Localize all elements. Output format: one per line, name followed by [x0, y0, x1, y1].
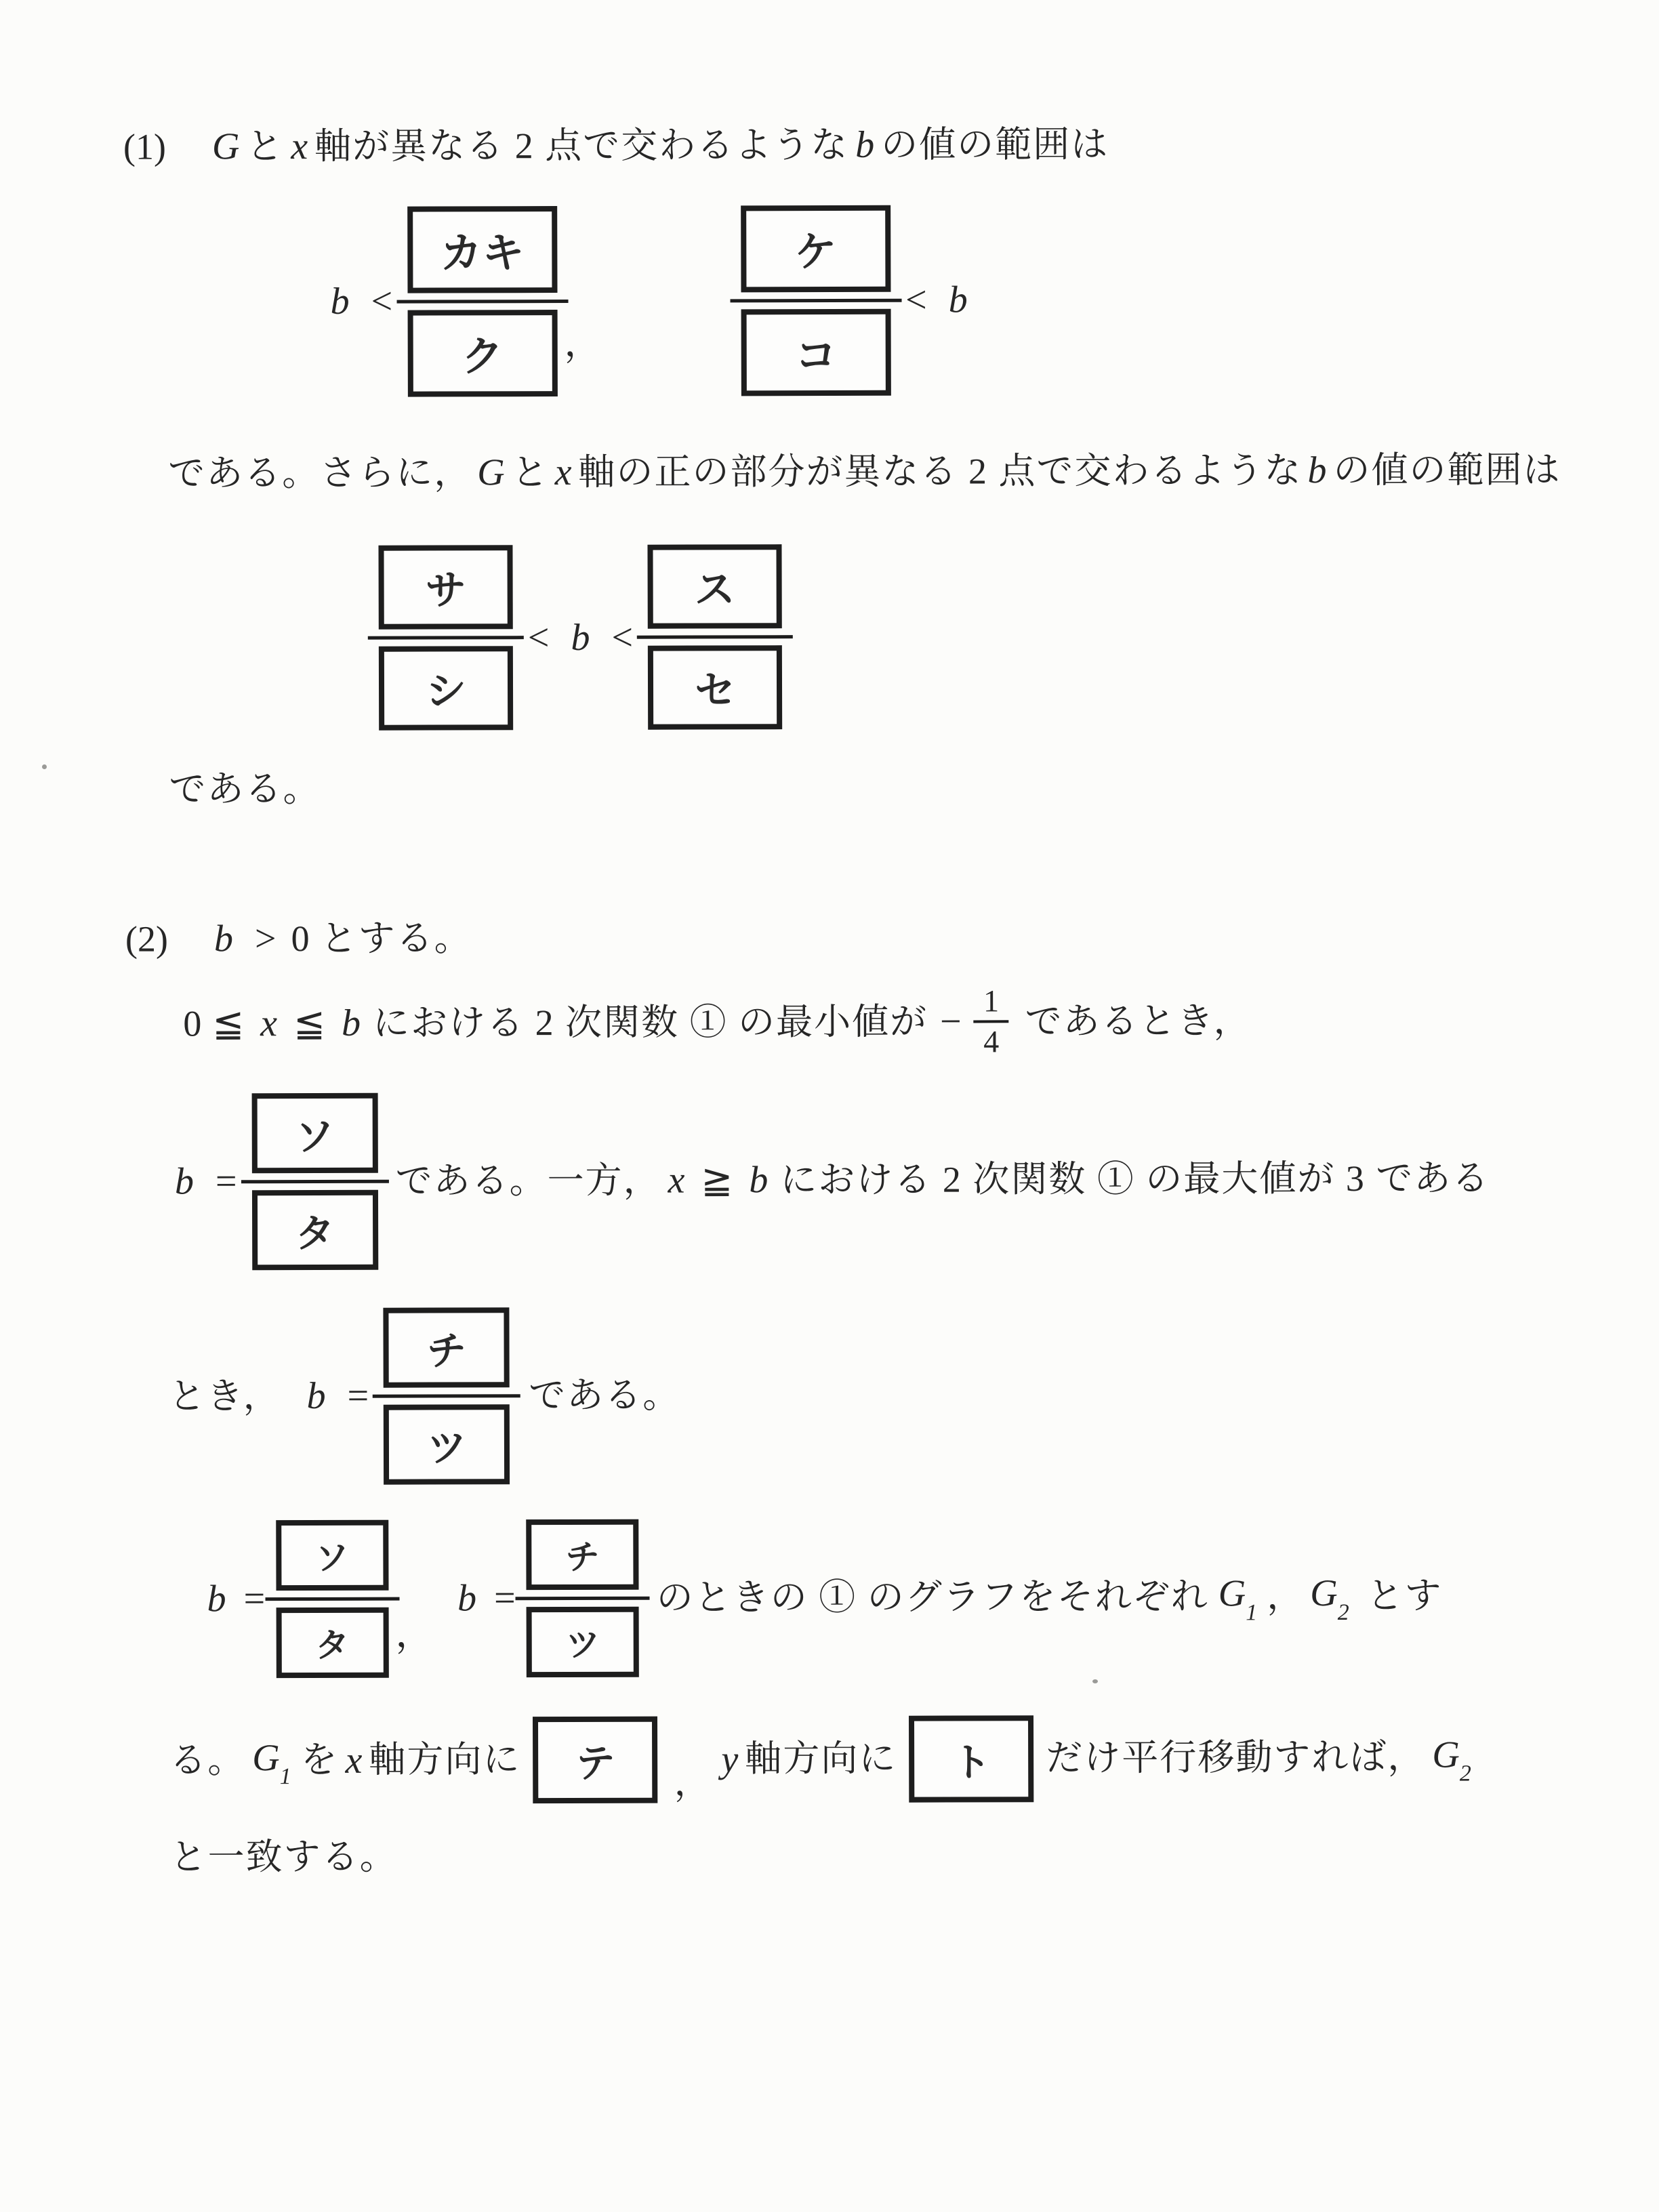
math-var-b: b	[330, 281, 350, 323]
math-var-G: G	[252, 1737, 280, 1780]
text-run: であるとき，	[1025, 1000, 1252, 1042]
answer-box-label: サ	[425, 567, 466, 615]
math-var-G: G	[211, 125, 240, 168]
math-var-x: x	[291, 125, 308, 168]
subscript-2: 2	[1459, 1761, 1471, 1786]
text-run: である。一方，	[395, 1160, 661, 1202]
operator-eq: =	[243, 1578, 266, 1620]
subscript-1: 1	[1246, 1599, 1258, 1626]
math-var-b: b	[306, 1374, 326, 1418]
fraction-bar	[373, 1394, 520, 1398]
answer-box-ku	[407, 310, 557, 397]
inequality-row-2	[378, 542, 1577, 731]
math-var-G2	[1432, 1733, 1474, 1786]
text-run: と	[246, 126, 285, 167]
answer-box-ko	[741, 309, 890, 396]
fraction-ke-ko	[741, 205, 891, 396]
part2-closing	[169, 1829, 1580, 1882]
scan-speck	[42, 764, 47, 769]
math-var-x: x	[668, 1159, 685, 1202]
text-run: 軸が異なる 2 点で交わるような	[314, 124, 849, 167]
fraction-denominator: 4	[983, 1024, 1000, 1059]
math-var-G: G	[1218, 1572, 1246, 1615]
math-var-b: b	[948, 279, 968, 321]
fraction-one-fourth	[973, 985, 1008, 1059]
operator-lt: <	[527, 616, 550, 659]
fraction-numerator: 1	[983, 983, 1000, 1019]
answer-box-label: タ	[315, 1625, 350, 1665]
answer-box-label: チ	[426, 1327, 467, 1374]
text-run: とする。	[320, 918, 472, 960]
number: 0	[291, 918, 311, 960]
math-var-G1	[1218, 1572, 1261, 1626]
answer-box-label: ツ	[427, 1424, 467, 1471]
subscript-1: 1	[279, 1764, 291, 1790]
fraction-bar	[368, 636, 524, 640]
answer-box-label: ク	[461, 331, 504, 382]
part2-heading	[125, 911, 1578, 964]
answer-box-se	[648, 645, 782, 730]
math-var-b: b	[571, 616, 590, 659]
answer-box-label: ツ	[565, 1624, 600, 1664]
comma: ，	[395, 1613, 434, 1656]
math-var-G1	[252, 1736, 294, 1790]
answer-box-label: コ	[794, 331, 837, 381]
answer-box-te	[533, 1716, 657, 1803]
math-var-b: b	[457, 1577, 477, 1620]
answer-box-so	[251, 1092, 377, 1172]
subscript-2: 2	[1337, 1599, 1349, 1625]
text-run: 軸の正の部分が異なる 2 点で交わるような	[578, 450, 1303, 493]
math-var-y: y	[721, 1738, 739, 1780]
operator-eq: =	[347, 1374, 369, 1417]
answer-box-label: ス	[694, 566, 735, 614]
answer-box-kaki	[407, 206, 557, 293]
answer-box-label: テ	[575, 1740, 615, 1786]
fraction-sa-shi	[378, 545, 513, 731]
answer-box-label: ソ	[295, 1113, 335, 1160]
part2-label: (2)	[125, 919, 169, 960]
math-var-G: G	[1310, 1572, 1338, 1615]
answer-box-su	[648, 544, 782, 629]
math-var-b: b	[207, 1578, 226, 1620]
text-run: とす	[1366, 1575, 1443, 1616]
operator-eq: =	[215, 1160, 237, 1203]
operator-ge: ≧	[701, 1159, 733, 1202]
answer-box-label: ト	[951, 1738, 991, 1786]
part2-line-graphs	[200, 1517, 1580, 1678]
answer-box-chi	[526, 1519, 638, 1589]
answer-box-label: カキ	[440, 228, 525, 278]
answer-box-ta	[252, 1189, 378, 1269]
number: 0	[183, 1003, 203, 1044]
operator-eq: =	[494, 1577, 516, 1620]
text-run: の値の範囲は	[1333, 449, 1561, 491]
operator-lt: <	[371, 281, 393, 323]
operator-le: ≦	[212, 1002, 245, 1046]
math-var-b: b	[855, 124, 875, 167]
fraction-bar	[396, 300, 568, 304]
fraction-bar	[974, 1021, 1009, 1023]
text-run: と一致する。	[169, 1836, 398, 1878]
answer-box-tsu	[527, 1606, 639, 1677]
comma: ，	[1267, 1575, 1305, 1616]
text-run: る。	[169, 1740, 246, 1781]
fraction-bar	[241, 1179, 389, 1183]
part1-heading	[123, 119, 1576, 172]
answer-box-label: ケ	[794, 227, 837, 277]
fraction-so-ta-small	[276, 1519, 389, 1677]
operator-lt: <	[611, 616, 634, 659]
math-var-G: G	[477, 451, 506, 494]
answer-box-ke	[741, 205, 890, 293]
answer-box-label: セ	[695, 667, 736, 715]
answer-box-label: タ	[295, 1210, 335, 1256]
part2-line-so-ta	[168, 1090, 1579, 1270]
text-run: とき，	[168, 1375, 281, 1417]
math-var-G2	[1310, 1572, 1352, 1625]
math-var-b: b	[749, 1159, 769, 1202]
fraction-su-se	[648, 544, 783, 730]
answer-box-label: ソ	[314, 1538, 350, 1578]
part1-closing	[169, 761, 1577, 814]
fraction-so-ta	[251, 1092, 378, 1269]
answer-box-ta	[276, 1607, 388, 1677]
operator-minus: −	[939, 1000, 962, 1043]
math-var-x: x	[260, 1002, 278, 1045]
fraction-chi-tsu-small	[526, 1519, 639, 1677]
text-run: 軸方向に	[369, 1739, 521, 1780]
spacer	[602, 301, 741, 302]
text-run: における 2 次関数 ① の最小値が	[372, 1001, 928, 1044]
math-var-x: x	[345, 1739, 363, 1782]
text-run: のときの ① のグラフをそれぞれ	[656, 1576, 1209, 1618]
operator-lt: <	[905, 279, 927, 322]
part2-line-translate	[169, 1714, 1580, 1804]
text-run: と	[511, 451, 550, 493]
answer-box-chi	[384, 1307, 510, 1387]
math-var-b: b	[174, 1160, 194, 1203]
answer-box-sa	[378, 545, 512, 630]
answer-box-tsu	[384, 1404, 510, 1484]
scan-speck	[1092, 1679, 1098, 1683]
operator-le: ≦	[293, 1002, 326, 1045]
math-var-b: b	[341, 1002, 361, 1045]
text-run: を	[300, 1739, 339, 1781]
comma: ，	[564, 323, 602, 365]
text-run: だけ平行移動すれば，	[1046, 1736, 1426, 1779]
part2-line-chi-tsu	[168, 1305, 1579, 1485]
part1-label: (1)	[123, 126, 166, 168]
math-var-b: b	[213, 918, 234, 960]
answer-box-to	[909, 1715, 1033, 1802]
fraction-bar	[730, 299, 901, 303]
math-var-G: G	[1432, 1734, 1460, 1776]
text-run: の値の範囲は	[881, 123, 1109, 165]
inequality-row-1	[323, 203, 1576, 397]
operator-gt: >	[254, 918, 276, 960]
part1-paragraph	[168, 425, 1576, 519]
math-var-x: x	[554, 451, 573, 493]
answer-box-label: シ	[425, 668, 467, 716]
fraction-bar	[637, 635, 793, 639]
answer-box-label: チ	[565, 1537, 600, 1577]
text-run: である。さらに，	[168, 452, 472, 494]
text-run: 軸方向に	[745, 1738, 897, 1780]
answer-box-so	[276, 1519, 388, 1590]
part2-line-min	[183, 983, 1578, 1061]
fraction-chi-tsu	[384, 1307, 510, 1484]
text-run: における 2 次関数 ① の最大値が 3 である	[780, 1158, 1490, 1200]
text-run: である。	[169, 769, 321, 810]
fraction-kaki-ku	[407, 206, 558, 397]
fraction-bar	[265, 1597, 399, 1601]
answer-box-shi	[379, 646, 513, 731]
fraction-bar	[516, 1596, 650, 1600]
text-run: である。	[529, 1374, 681, 1416]
comma: ，	[674, 1762, 711, 1803]
math-var-b: b	[1307, 449, 1328, 492]
